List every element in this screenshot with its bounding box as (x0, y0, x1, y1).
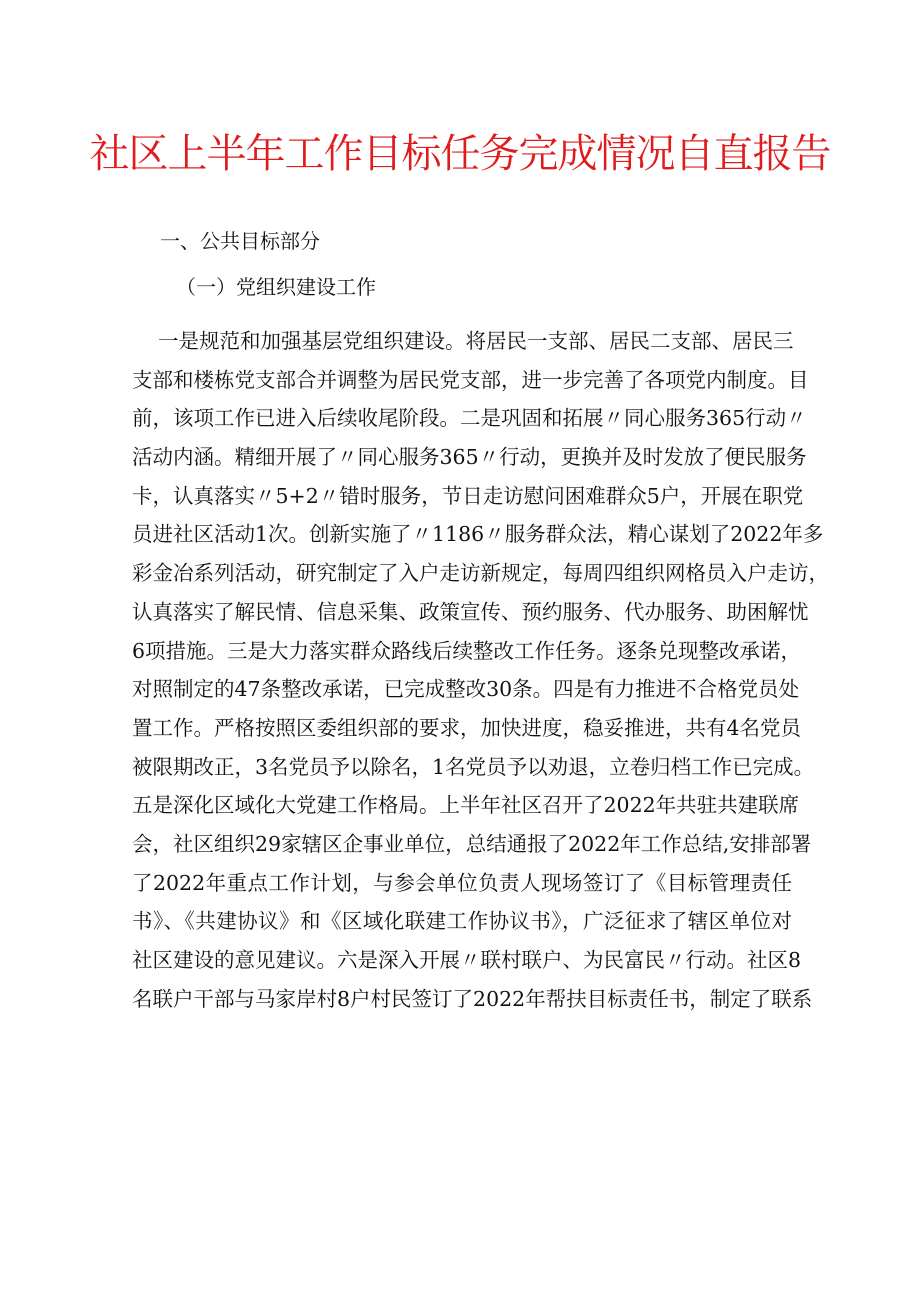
subsection-heading: （一）党组织建设工作 (176, 275, 376, 299)
paragraph-line: 书》、《共建协议》和《区域化联建工作协议书》，广泛征求了辖区单位对 (132, 909, 792, 934)
paragraph-line: 卡，认真落实〃5+2〃错时服务，节日走访慰问困难群众5户，开展在职党 (132, 483, 804, 508)
paragraph-line: 员进社区活动1次。创新实施了〃1186〃服务群众法，精心谋划了2022年多 (132, 522, 824, 547)
body-paragraph (132, 322, 829, 1018)
paragraph-line: 认真落实了解民情、信息采集、政策宣传、预约服务、代办服务、助困解忧 (132, 599, 809, 624)
paragraph-line: 置工作。严格按照区委组织部的要求，加快进度，稳妥推进，共有4名党员 (132, 715, 802, 740)
paragraph-line: 会，社区组织29家辖区企事业单位，总结通报了2022年工作总结,安排部署 (132, 831, 812, 856)
paragraph-line: 被限期改正，3名党员予以除名，1名党员予以劝退，立卷归档工作已完成。 (132, 754, 815, 779)
paragraph-line: 五是深化区域化大党建工作格局。上半年社区召开了2022年共驻共建联席 (132, 793, 800, 818)
paragraph-line: 前，该项工作已进入后续收尾阶段。二是巩固和拓展〃同心服务365行动〃 (132, 406, 807, 431)
paragraph-line: 社区建设的意见建议。六是深入开展〃联村联户、为民富民〃行动。社区8 (132, 948, 802, 972)
paragraph-line: 名联户干部与马家岸村8户村民签订了2022年帮扶目标责任书，制定了联系 (132, 986, 813, 1011)
document-title: 社区上半年工作目标任务完成情况自直报告 (89, 131, 831, 177)
paragraph-line: 活动内涵。精细开展了〃同心服务365〃行动，更换并及时发放了便民服务 (132, 445, 807, 470)
paragraph-line: 彩金冶系列活动，研究制定了入户走访新规定，每周四组织网格员入户走访， (132, 561, 829, 586)
paragraph-line: 了2022年重点工作计划，与参会单位负责人现场签订了《目标管理责任 (132, 870, 792, 895)
paragraph-line: 对照制定的47条整改承诺，已完成整改30条。四是有力推进不合格党员处 (132, 677, 800, 702)
section-heading: 一、公共目标部分 (160, 229, 320, 253)
paragraph-line: 支部和楼栋党支部合并调整为居民党支部，进一步完善了各项党内制度。目 (132, 367, 809, 392)
paragraph-line: 一是规范和加强基层党组织建设。将居民一支部、居民二支部、居民三 (158, 329, 794, 353)
paragraph-line: 6项措施。三是大力落实群众路线后续整改工作任务。逐条兑现整改承诺， (132, 638, 802, 663)
